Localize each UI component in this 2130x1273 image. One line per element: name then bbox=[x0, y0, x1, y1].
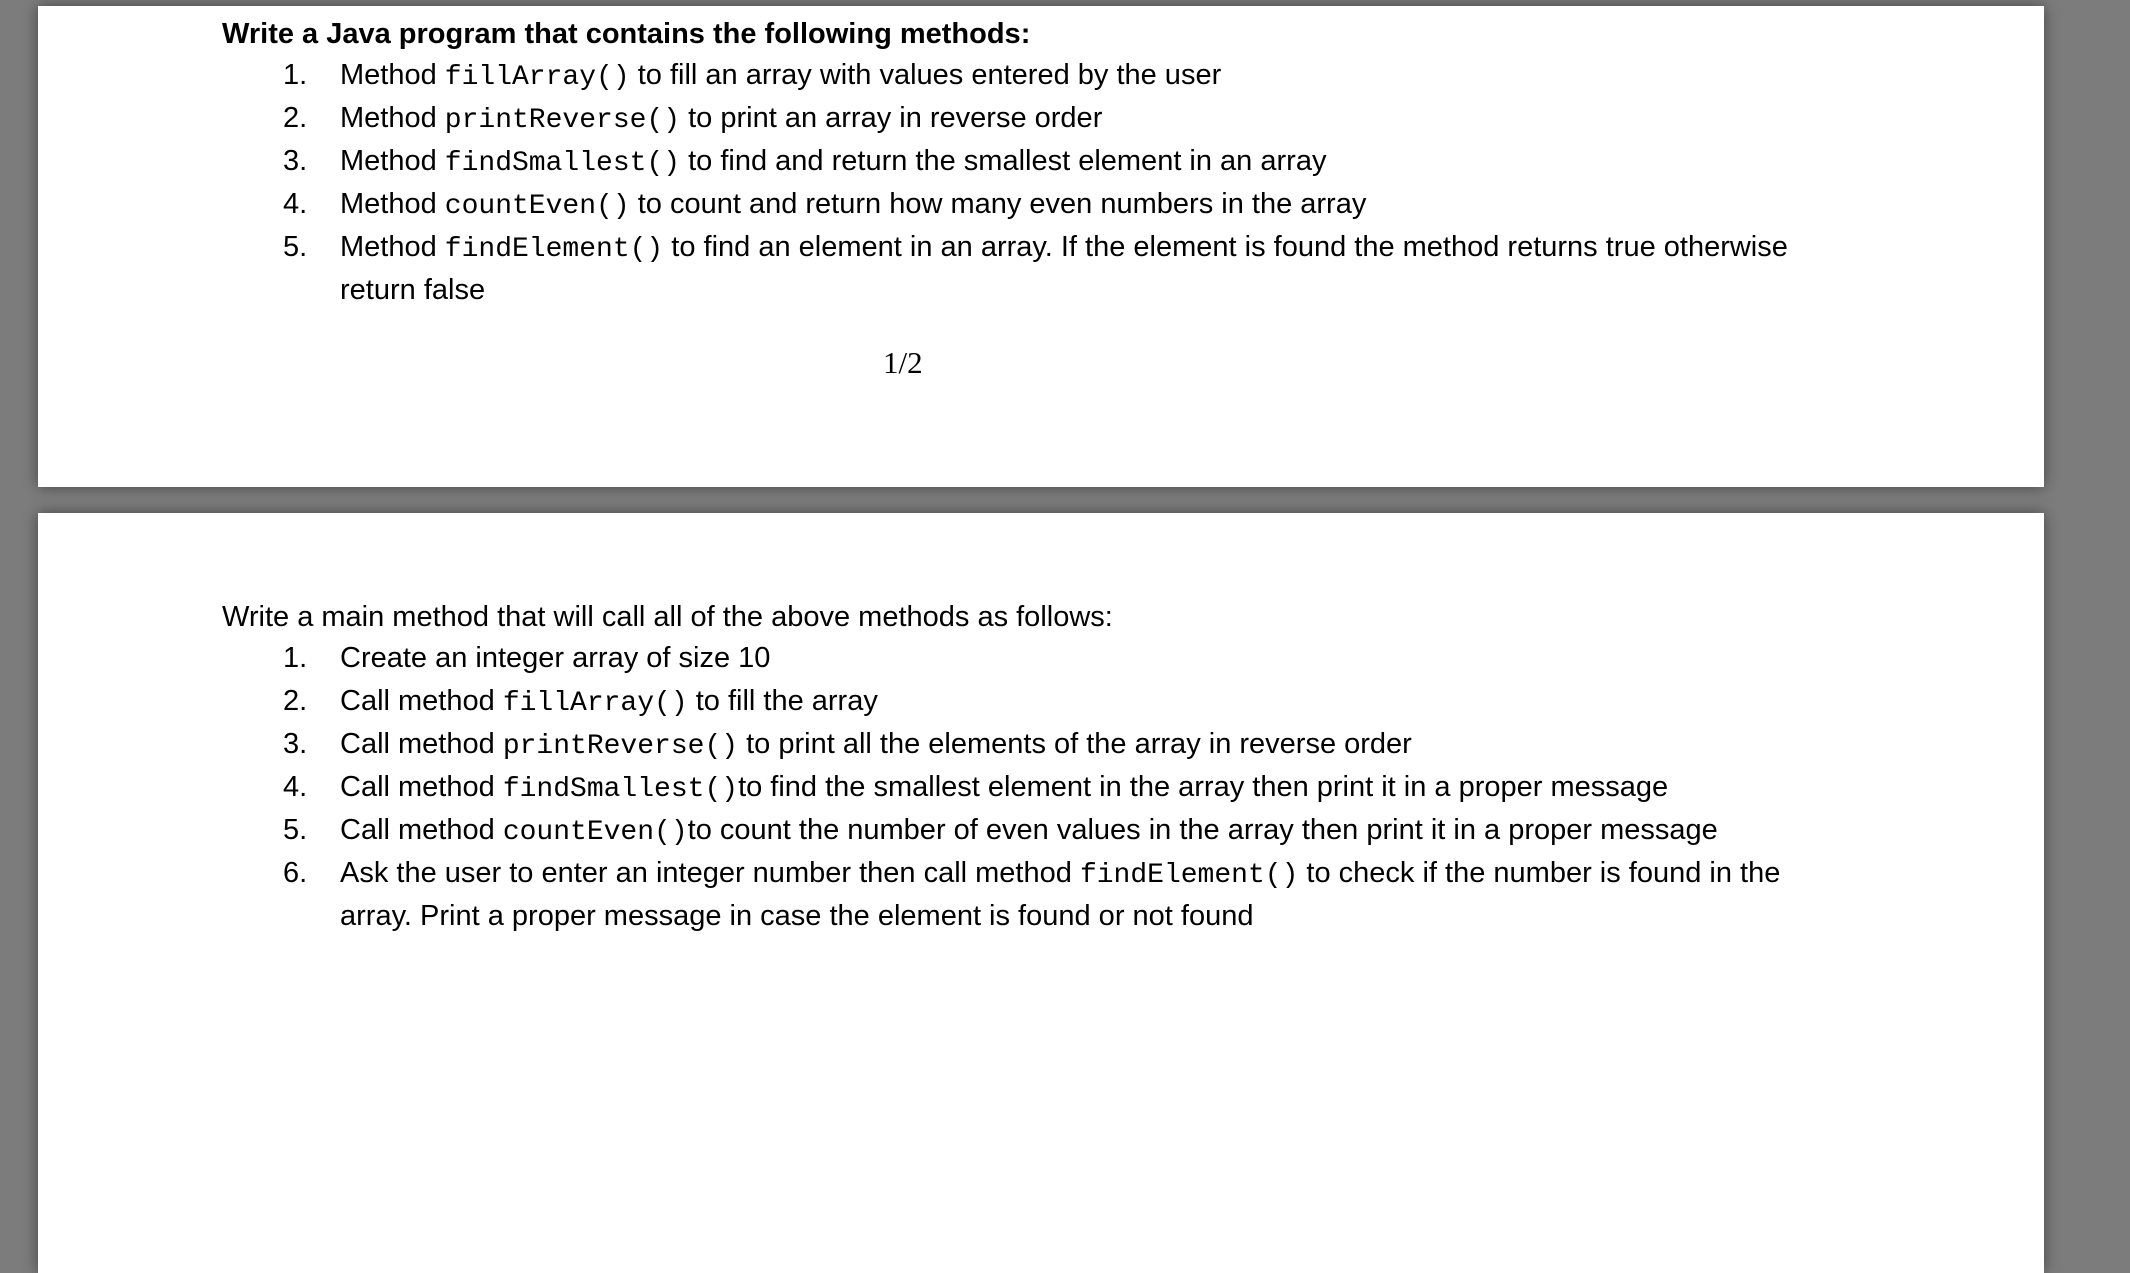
list-item bbox=[222, 141, 1984, 184]
list-item bbox=[222, 681, 1984, 724]
list-item bbox=[222, 98, 1984, 141]
document-page-1 bbox=[38, 6, 2044, 487]
method-name-code: printReverse() bbox=[502, 731, 739, 762]
page-2-content bbox=[38, 513, 2044, 937]
item-number: 6. bbox=[283, 857, 308, 889]
item-number: 5. bbox=[283, 231, 308, 263]
list-item bbox=[222, 810, 1984, 853]
page-1-method-list bbox=[222, 55, 1984, 311]
item-text: Call method findSmallest()to find the smallest element in the array then print it in a proper message bbox=[340, 771, 1669, 805]
method-name-code: findSmallest() bbox=[444, 148, 681, 179]
method-name-code: fillArray() bbox=[444, 62, 630, 93]
page-2-step-list bbox=[222, 638, 1984, 937]
item-text: Method findSmallest() to find and return the smallest element in an array bbox=[340, 145, 1327, 179]
document-page-2 bbox=[38, 513, 2044, 1273]
list-item bbox=[222, 55, 1984, 98]
item-number: 1. bbox=[283, 642, 308, 674]
item-number: 2. bbox=[283, 685, 308, 717]
item-number: 3. bbox=[283, 728, 308, 760]
item-number: 4. bbox=[283, 771, 308, 803]
item-text: Method countEven() to count and return how many even numbers in the array bbox=[340, 188, 1367, 222]
item-text: Method fillArray() to fill an array with values entered by the user bbox=[340, 59, 1222, 93]
list-item bbox=[222, 724, 1984, 767]
item-text: Method printReverse() to print an array in reverse order bbox=[340, 102, 1103, 136]
method-name-code: countEven() bbox=[502, 817, 688, 848]
item-number: 1. bbox=[283, 59, 308, 91]
item-text: Call method printReverse() to print all the elements of the array in reverse order bbox=[340, 728, 1412, 762]
list-item bbox=[222, 767, 1984, 810]
assignment-heading: Write a Java program that contains the following methods: bbox=[222, 18, 1031, 50]
list-item bbox=[222, 184, 1984, 227]
item-text: Call method fillArray() to fill the array bbox=[340, 685, 878, 719]
list-item bbox=[222, 853, 1984, 937]
method-name-code: countEven() bbox=[444, 191, 630, 222]
item-text: Ask the user to enter an integer number then call method findElement() to check if the number is found in the array. Print a proper message in case the element is found or not found bbox=[340, 857, 1781, 932]
list-item bbox=[222, 227, 1984, 311]
item-text: Create an integer array of size 10 bbox=[340, 642, 771, 674]
item-number: 3. bbox=[283, 145, 308, 177]
method-name-code: findElement() bbox=[1079, 860, 1299, 891]
main-method-intro: Write a main method that will call all of the above methods as follows: bbox=[222, 601, 1113, 633]
method-name-code: printReverse() bbox=[444, 105, 681, 136]
item-text: Method findElement() to find an element in an array. If the element is found the method returns true otherwise return false bbox=[340, 231, 1788, 306]
list-item bbox=[222, 638, 1984, 681]
item-number: 5. bbox=[283, 814, 308, 846]
item-number: 2. bbox=[283, 102, 308, 134]
method-name-code: fillArray() bbox=[502, 688, 688, 719]
page-1-content bbox=[38, 6, 2044, 383]
page-number-indicator: 1/2 bbox=[883, 345, 923, 380]
item-number: 4. bbox=[283, 188, 308, 220]
method-name-code: findElement() bbox=[444, 234, 664, 265]
item-text: Call method countEven()to count the number of even values in the array then print it in a proper message bbox=[340, 814, 1718, 848]
method-name-code: findSmallest() bbox=[502, 774, 739, 805]
